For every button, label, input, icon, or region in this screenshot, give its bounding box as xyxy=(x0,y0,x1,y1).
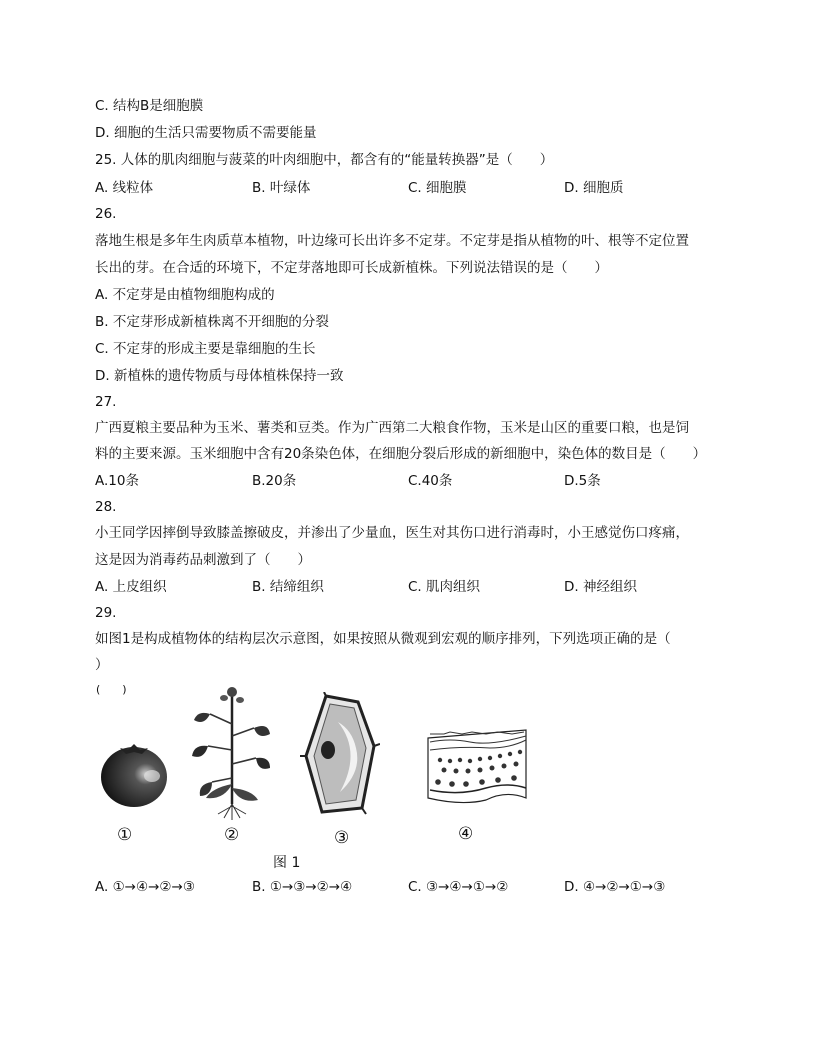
q29-number: 29. xyxy=(95,605,117,621)
q26-option-b: B. 不定芽形成新植株离不开细胞的分裂 xyxy=(95,314,329,330)
q26-option-a: A. 不定芽是由植物细胞构成的 xyxy=(95,287,275,303)
figure-label-4: ④ xyxy=(458,824,474,844)
plant-cell-illustration xyxy=(300,692,380,822)
q29-option-a: A. ①→④→②→③ xyxy=(95,879,195,895)
figure-label-1: ① xyxy=(117,825,133,845)
q24-option-d: D. 细胞的生活只需要物质不需要能量 xyxy=(95,125,317,141)
figure-label-3: ③ xyxy=(334,828,350,848)
q26-number: 26. xyxy=(95,206,117,222)
q27-stem-line2: 料的主要来源。玉米细胞中含有20条染色体，在细胞分裂后形成的新细胞中，染色体的数目是（ ） xyxy=(95,446,707,462)
figure-caption: 图 1 xyxy=(273,855,301,871)
q28-option-c: C. 肌肉组织 xyxy=(408,579,481,595)
q26-option-d: D. 新植株的遗传物质与母体植株保持一致 xyxy=(95,368,344,384)
q28-option-d: D. 神经组织 xyxy=(564,579,637,595)
q25-options xyxy=(95,179,735,197)
q28-number: 28. xyxy=(95,499,117,515)
q28-stem-line1: 小王同学因摔倒导致膝盖擦破皮，并渗出了少量血，医生对其伤口进行消毒时，小王感觉伤口疼痛， xyxy=(95,525,689,541)
figure-bracket: ( ) xyxy=(96,683,127,696)
q25-option-d: D. 细胞质 xyxy=(564,180,624,196)
q27-option-c: C.40条 xyxy=(408,473,453,489)
q29-stem-line1: 如图1是构成植物体的结构层次示意图，如果按照从微观到宏观的顺序排列，下列选项正确的是（ xyxy=(95,631,671,647)
q25-option-b: B. 叶绿体 xyxy=(252,180,311,196)
q25-stem: 25. 人体的肌肉细胞与菠菜的叶肉细胞中，都含有的“能量转换器”是（ ） xyxy=(95,152,554,168)
q29-options xyxy=(95,878,735,896)
plant-illustration xyxy=(188,684,274,826)
q27-option-b: B.20条 xyxy=(252,473,297,489)
q27-option-d: D.5条 xyxy=(564,473,601,489)
q27-stem-line1: 广西夏粮主要品种为玉米、薯类和豆类。作为广西第二大粮食作物，玉米是山区的重要口粮，也是饲 xyxy=(95,420,689,436)
q24-option-c: C. 结构B是细胞膜 xyxy=(95,98,204,114)
q29-option-b: B. ①→③→②→④ xyxy=(252,879,353,895)
q28-options xyxy=(95,578,735,596)
q28-stem-line2: 这是因为消毒药品刺激到了（ ） xyxy=(95,552,311,568)
q26-option-c: C. 不定芽的形成主要是靠细胞的生长 xyxy=(95,341,316,357)
tissue-illustration xyxy=(426,728,530,812)
q25-option-a: A. 线粒体 xyxy=(95,180,154,196)
q27-options xyxy=(95,472,735,490)
figure-label-2: ② xyxy=(224,825,240,845)
q27-number: 27. xyxy=(95,394,117,410)
q28-option-b: B. 结缔组织 xyxy=(252,579,324,595)
q29-stem-line2: ） xyxy=(95,657,109,673)
q29-option-c: C. ③→④→①→② xyxy=(408,879,509,895)
q27-option-a: A.10条 xyxy=(95,473,139,489)
q26-stem-line2: 长出的芽。在合适的环境下，不定芽落地即可长成新植株。下列说法错误的是（ ） xyxy=(95,260,608,276)
q26-stem-line1: 落地生根是多年生肉质草本植物，叶边缘可长出许多不定芽。不定芽是指从植物的叶、根等不定位置 xyxy=(95,233,689,249)
q29-option-d: D. ④→②→①→③ xyxy=(564,879,666,895)
q28-option-a: A. 上皮组织 xyxy=(95,579,167,595)
tomato-illustration xyxy=(98,738,170,814)
q25-option-c: C. 细胞膜 xyxy=(408,180,467,196)
